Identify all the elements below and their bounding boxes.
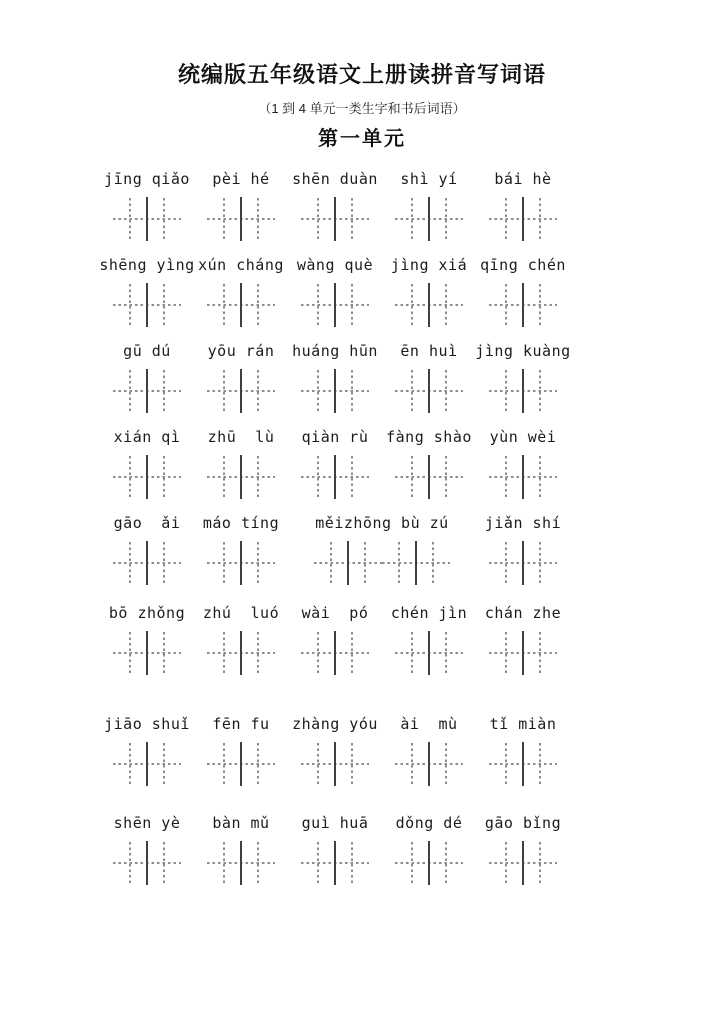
grid-vline-solid xyxy=(428,742,430,786)
grid-vline-dashed xyxy=(505,198,507,240)
grid-vline-dashed xyxy=(539,632,541,674)
word-column xyxy=(100,713,194,786)
writing-grid xyxy=(382,541,450,585)
grid-vline-dashed xyxy=(539,198,541,240)
writing-grid-group xyxy=(113,455,181,499)
grid-vline-dashed xyxy=(445,456,447,498)
writing-grid-group xyxy=(489,197,557,241)
word-column xyxy=(476,426,570,499)
writing-grid-group xyxy=(301,742,369,786)
grid-vline-dashed xyxy=(163,632,165,674)
writing-grid xyxy=(395,197,463,241)
grid-vline-dashed xyxy=(223,632,225,674)
pinyin-word: pèi hé xyxy=(212,170,270,188)
grid-vline-solid xyxy=(240,369,242,413)
writing-grid-group xyxy=(207,841,275,885)
writing-grid-group xyxy=(207,197,275,241)
pinyin-word: fēn fu xyxy=(212,715,270,733)
writing-grid-group xyxy=(301,369,369,413)
writing-grid-group xyxy=(113,841,181,885)
grid-vline-dashed xyxy=(445,632,447,674)
pinyin-word: qīng chén xyxy=(480,256,566,274)
writing-grid xyxy=(489,455,557,499)
grid-vline-solid xyxy=(428,283,430,327)
grid-vline-dashed xyxy=(163,743,165,785)
word-row xyxy=(100,340,724,413)
pinyin-word: jiǎn shí xyxy=(484,514,562,532)
grid-vline-dashed xyxy=(223,743,225,785)
grid-vline-solid xyxy=(334,841,336,885)
word-column xyxy=(288,713,382,786)
writing-grid xyxy=(207,283,275,327)
grid-vline-dashed xyxy=(445,284,447,326)
writing-grid-group xyxy=(395,369,463,413)
writing-grid xyxy=(113,369,181,413)
grid-vline-dashed xyxy=(223,842,225,884)
grid-vline-solid xyxy=(240,742,242,786)
pinyin-word: bàn mǔ xyxy=(212,814,270,832)
grid-vline-dashed xyxy=(351,198,353,240)
grid-vline-dashed xyxy=(129,198,131,240)
grid-vline-dashed xyxy=(163,542,165,584)
writing-grid-group xyxy=(301,283,369,327)
grid-vline-dashed xyxy=(223,284,225,326)
word-column xyxy=(100,168,194,241)
grid-vline-solid xyxy=(146,631,148,675)
writing-grid xyxy=(113,742,181,786)
grid-vline-solid xyxy=(334,283,336,327)
grid-vline-dashed xyxy=(364,542,366,584)
writing-grid-group xyxy=(395,742,463,786)
grid-vline-dashed xyxy=(398,542,400,584)
grid-vline-dashed xyxy=(257,370,259,412)
writing-grid xyxy=(395,369,463,413)
word-column xyxy=(382,812,476,885)
writing-grid-group xyxy=(395,631,463,675)
pinyin-word: shēn yè xyxy=(113,814,181,832)
pinyin-word: ài mù xyxy=(400,715,458,733)
writing-grid xyxy=(395,841,463,885)
writing-grid xyxy=(489,631,557,675)
grid-vline-dashed xyxy=(257,284,259,326)
writing-grid xyxy=(113,283,181,327)
grid-vline-solid xyxy=(146,197,148,241)
word-column xyxy=(476,254,570,327)
pinyin-word: fàng shào xyxy=(386,428,472,446)
word-rows-container xyxy=(0,168,724,885)
writing-grid-group xyxy=(489,541,557,585)
grid-vline-dashed xyxy=(505,842,507,884)
word-column xyxy=(100,512,194,585)
grid-vline-solid xyxy=(334,455,336,499)
writing-grid xyxy=(207,742,275,786)
grid-vline-solid xyxy=(334,742,336,786)
pinyin-word: chán zhe xyxy=(484,604,562,622)
grid-vline-solid xyxy=(146,742,148,786)
writing-grid xyxy=(113,631,181,675)
grid-vline-dashed xyxy=(129,842,131,884)
pinyin-word: yōu rán xyxy=(207,342,275,360)
grid-vline-solid xyxy=(347,541,349,585)
word-row xyxy=(100,512,724,585)
writing-grid-group xyxy=(207,541,275,585)
pinyin-word: tǐ miàn xyxy=(489,715,557,733)
grid-vline-solid xyxy=(146,841,148,885)
grid-vline-solid xyxy=(522,455,524,499)
writing-grid-group xyxy=(489,455,557,499)
grid-vline-dashed xyxy=(129,284,131,326)
writing-grid-group xyxy=(113,631,181,675)
writing-grid-group xyxy=(207,283,275,327)
writing-grid xyxy=(314,541,382,585)
writing-grid-group xyxy=(113,369,181,413)
pinyin-word: máo tíng xyxy=(202,514,280,532)
word-column xyxy=(194,512,288,585)
grid-vline-dashed xyxy=(163,198,165,240)
word-column xyxy=(476,512,570,585)
grid-vline-dashed xyxy=(539,842,541,884)
writing-grid xyxy=(489,541,557,585)
grid-vline-solid xyxy=(415,541,417,585)
word-column xyxy=(382,713,476,786)
pinyin-word: zhàng yóu xyxy=(292,715,378,733)
word-column xyxy=(476,812,570,885)
grid-vline-dashed xyxy=(351,370,353,412)
writing-grid xyxy=(113,841,181,885)
pinyin-word: zhū lù xyxy=(207,428,275,446)
pinyin-word: bái hè xyxy=(494,170,552,188)
grid-vline-solid xyxy=(240,631,242,675)
grid-vline-solid xyxy=(240,541,242,585)
pinyin-word: ēn huì xyxy=(400,342,458,360)
grid-vline-dashed xyxy=(317,456,319,498)
pinyin-word: yùn wèi xyxy=(489,428,557,446)
grid-vline-dashed xyxy=(411,198,413,240)
grid-vline-solid xyxy=(522,631,524,675)
writing-grid xyxy=(301,742,369,786)
pinyin-word: xián qì xyxy=(113,428,181,446)
writing-grid-group xyxy=(489,283,557,327)
grid-vline-solid xyxy=(522,541,524,585)
grid-vline-solid xyxy=(522,197,524,241)
grid-vline-solid xyxy=(334,369,336,413)
pinyin-word: jiāo shuǐ xyxy=(104,715,190,733)
grid-vline-dashed xyxy=(129,542,131,584)
word-column xyxy=(382,340,476,413)
pinyin-word: wàng què xyxy=(296,256,374,274)
pinyin-word: gū dú xyxy=(123,342,171,360)
word-column xyxy=(100,426,194,499)
grid-vline-solid xyxy=(428,631,430,675)
word-column xyxy=(476,168,570,241)
grid-vline-dashed xyxy=(163,456,165,498)
grid-vline-dashed xyxy=(539,542,541,584)
grid-vline-dashed xyxy=(505,542,507,584)
word-column xyxy=(194,254,288,327)
writing-grid xyxy=(395,455,463,499)
writing-grid xyxy=(489,283,557,327)
grid-vline-dashed xyxy=(505,370,507,412)
grid-vline-solid xyxy=(334,631,336,675)
writing-grid xyxy=(301,283,369,327)
grid-vline-dashed xyxy=(330,542,332,584)
word-column xyxy=(382,254,476,327)
writing-grid xyxy=(301,455,369,499)
word-column xyxy=(288,812,382,885)
word-column xyxy=(194,602,288,675)
grid-vline-dashed xyxy=(539,370,541,412)
grid-vline-dashed xyxy=(351,842,353,884)
word-column xyxy=(288,168,382,241)
grid-vline-dashed xyxy=(432,542,434,584)
grid-vline-dashed xyxy=(411,743,413,785)
writing-grid xyxy=(395,631,463,675)
grid-vline-dashed xyxy=(223,370,225,412)
pinyin-word: guì huā xyxy=(301,814,369,832)
word-column xyxy=(382,602,476,675)
pinyin-word: jīng qiǎo xyxy=(104,170,190,188)
writing-grid xyxy=(489,197,557,241)
grid-vline-dashed xyxy=(129,370,131,412)
word-column xyxy=(476,602,570,675)
writing-grid xyxy=(489,742,557,786)
grid-vline-solid xyxy=(146,283,148,327)
grid-vline-solid xyxy=(240,455,242,499)
grid-vline-dashed xyxy=(445,198,447,240)
word-column xyxy=(382,168,476,241)
pinyin-word: měizhōng bù zú xyxy=(315,514,449,532)
writing-grid-group xyxy=(207,631,275,675)
grid-vline-dashed xyxy=(223,542,225,584)
grid-vline-solid xyxy=(428,197,430,241)
pinyin-word: huáng hūn xyxy=(292,342,378,360)
writing-grid xyxy=(113,541,181,585)
writing-grid-group xyxy=(207,742,275,786)
writing-grid-group xyxy=(489,841,557,885)
grid-vline-solid xyxy=(522,841,524,885)
word-column xyxy=(100,254,194,327)
word-column xyxy=(476,713,570,786)
writing-grid-group xyxy=(113,197,181,241)
grid-vline-solid xyxy=(522,369,524,413)
word-column xyxy=(288,340,382,413)
writing-grid xyxy=(301,631,369,675)
grid-vline-dashed xyxy=(317,743,319,785)
grid-vline-dashed xyxy=(163,842,165,884)
grid-vline-solid xyxy=(240,197,242,241)
word-column xyxy=(100,340,194,413)
grid-vline-dashed xyxy=(539,284,541,326)
pinyin-word: xún cháng xyxy=(198,256,284,274)
writing-grid-group xyxy=(113,283,181,327)
writing-grid-group xyxy=(301,631,369,675)
grid-vline-dashed xyxy=(351,284,353,326)
writing-grid-group xyxy=(301,841,369,885)
writing-grid xyxy=(113,197,181,241)
grid-vline-solid xyxy=(240,283,242,327)
word-column xyxy=(288,602,382,675)
writing-grid-group xyxy=(314,541,450,585)
grid-vline-dashed xyxy=(257,198,259,240)
grid-vline-solid xyxy=(334,197,336,241)
grid-vline-solid xyxy=(428,455,430,499)
writing-grid xyxy=(207,541,275,585)
writing-grid xyxy=(301,841,369,885)
pinyin-word: jìng xiá xyxy=(390,256,468,274)
pinyin-word: gāo bǐng xyxy=(484,814,562,832)
writing-grid xyxy=(301,197,369,241)
pinyin-word: zhú luó xyxy=(202,604,280,622)
grid-vline-dashed xyxy=(257,542,259,584)
writing-grid xyxy=(489,841,557,885)
writing-grid xyxy=(207,197,275,241)
writing-grid-group xyxy=(301,455,369,499)
writing-grid-group xyxy=(489,742,557,786)
word-column xyxy=(476,340,570,413)
pinyin-word: wài pó xyxy=(301,604,369,622)
grid-vline-dashed xyxy=(505,284,507,326)
grid-vline-solid xyxy=(146,455,148,499)
grid-vline-dashed xyxy=(257,456,259,498)
writing-grid-group xyxy=(113,541,181,585)
pinyin-word: shēng yìng xyxy=(99,256,195,274)
page-subtitle: （1 到 4 单元一类生字和书后词语） xyxy=(258,101,466,116)
word-row xyxy=(100,602,724,675)
pinyin-word: qiàn rù xyxy=(301,428,369,446)
writing-grid xyxy=(395,283,463,327)
grid-vline-solid xyxy=(428,369,430,413)
word-row xyxy=(100,426,724,499)
word-row xyxy=(100,168,724,241)
writing-grid-group xyxy=(113,742,181,786)
writing-grid-group xyxy=(489,369,557,413)
writing-grid-group xyxy=(301,197,369,241)
grid-vline-dashed xyxy=(505,632,507,674)
word-row xyxy=(100,254,724,327)
writing-grid-group xyxy=(489,631,557,675)
pinyin-word: jìng kuàng xyxy=(475,342,571,360)
grid-vline-dashed xyxy=(317,632,319,674)
writing-grid-group xyxy=(395,283,463,327)
grid-vline-solid xyxy=(240,841,242,885)
grid-vline-dashed xyxy=(411,370,413,412)
grid-vline-dashed xyxy=(129,632,131,674)
writing-grid-group xyxy=(207,455,275,499)
pinyin-word: chén jìn xyxy=(390,604,468,622)
writing-grid xyxy=(207,369,275,413)
word-column xyxy=(194,340,288,413)
grid-vline-dashed xyxy=(505,743,507,785)
grid-vline-dashed xyxy=(351,743,353,785)
writing-grid-group xyxy=(395,841,463,885)
grid-vline-dashed xyxy=(257,743,259,785)
word-column xyxy=(100,812,194,885)
grid-vline-dashed xyxy=(445,370,447,412)
grid-vline-dashed xyxy=(223,456,225,498)
word-column xyxy=(288,254,382,327)
writing-grid xyxy=(207,631,275,675)
grid-vline-dashed xyxy=(539,743,541,785)
grid-vline-dashed xyxy=(411,284,413,326)
grid-vline-dashed xyxy=(445,842,447,884)
pinyin-word: shì yí xyxy=(400,170,458,188)
grid-vline-solid xyxy=(522,742,524,786)
word-column xyxy=(194,812,288,885)
pinyin-word: gāo ǎi xyxy=(113,514,181,532)
grid-vline-dashed xyxy=(163,284,165,326)
grid-vline-dashed xyxy=(129,456,131,498)
writing-grid xyxy=(301,369,369,413)
grid-vline-dashed xyxy=(411,632,413,674)
grid-vline-dashed xyxy=(317,842,319,884)
grid-vline-dashed xyxy=(539,456,541,498)
grid-vline-solid xyxy=(146,541,148,585)
grid-vline-dashed xyxy=(445,743,447,785)
pinyin-word: bō zhǒng xyxy=(108,604,186,622)
section-title: 第一单元 xyxy=(318,128,406,150)
word-column xyxy=(194,426,288,499)
word-column xyxy=(382,426,476,499)
writing-grid-group xyxy=(207,369,275,413)
grid-vline-dashed xyxy=(223,198,225,240)
grid-vline-dashed xyxy=(163,370,165,412)
grid-vline-dashed xyxy=(129,743,131,785)
grid-vline-dashed xyxy=(317,370,319,412)
grid-vline-dashed xyxy=(317,198,319,240)
grid-vline-dashed xyxy=(351,456,353,498)
grid-vline-solid xyxy=(428,841,430,885)
pinyin-word: dǒng dé xyxy=(395,814,463,832)
word-row xyxy=(100,713,724,786)
grid-vline-dashed xyxy=(505,456,507,498)
grid-vline-dashed xyxy=(411,456,413,498)
writing-grid xyxy=(207,455,275,499)
grid-vline-dashed xyxy=(257,632,259,674)
grid-vline-solid xyxy=(146,369,148,413)
word-column xyxy=(194,713,288,786)
writing-grid-group xyxy=(395,455,463,499)
grid-vline-dashed xyxy=(351,632,353,674)
grid-vline-dashed xyxy=(257,842,259,884)
grid-vline-solid xyxy=(522,283,524,327)
writing-grid-group xyxy=(395,197,463,241)
pinyin-word: shēn duàn xyxy=(292,170,378,188)
word-column xyxy=(288,426,382,499)
writing-grid xyxy=(395,742,463,786)
page-title: 统编版五年级语文上册读拼音写词语 xyxy=(177,62,546,87)
word-row xyxy=(100,812,724,885)
writing-grid xyxy=(489,369,557,413)
writing-grid xyxy=(113,455,181,499)
word-column xyxy=(194,168,288,241)
word-column xyxy=(100,602,194,675)
grid-vline-dashed xyxy=(411,842,413,884)
grid-vline-dashed xyxy=(317,284,319,326)
writing-grid xyxy=(207,841,275,885)
word-column xyxy=(288,512,476,585)
